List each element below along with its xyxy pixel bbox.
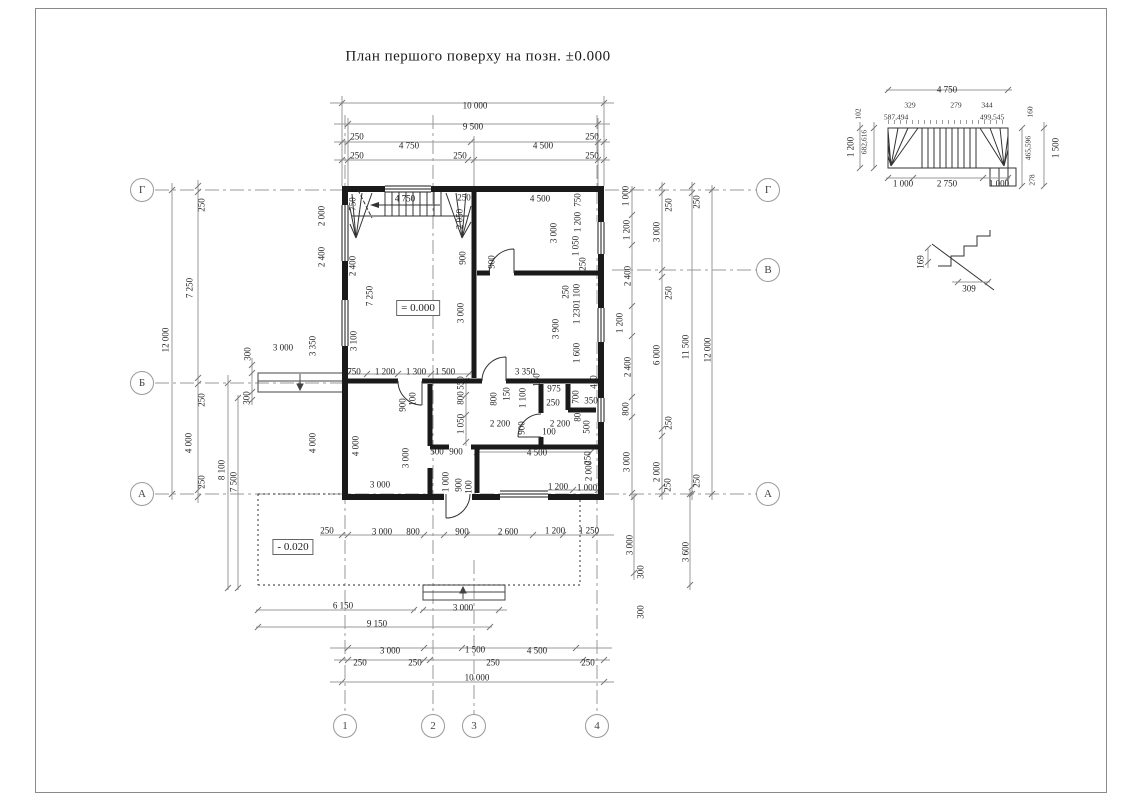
dim-label: 250 [691, 474, 702, 488]
dim-label: 160 [1025, 106, 1035, 118]
dim-label: 1 500 [464, 644, 486, 655]
bottom-porch [423, 585, 505, 600]
dim-label: 1 100 [571, 283, 582, 305]
dim-label: 2 000 [316, 205, 327, 227]
dim-label: 800 [455, 391, 466, 405]
dim-label: 12 000 [702, 337, 713, 363]
dim-label: 150 [501, 387, 512, 401]
dim-label: 2 400 [316, 246, 327, 268]
grid-bubble: А [756, 482, 780, 506]
dim-label: 3 350 [514, 366, 536, 377]
level-mark-terrace: - 0.020 [272, 539, 313, 555]
interior-walls [348, 192, 598, 497]
dim-label: 250 [560, 285, 571, 299]
dim-label: 1 600 [571, 342, 582, 364]
dim-label: 250 [196, 475, 207, 489]
grid-bubble: 4 [585, 714, 609, 738]
dim-label: 800 [620, 402, 631, 416]
dim-label: 7 500 [228, 471, 239, 493]
dim-label: 278 [1027, 174, 1037, 186]
step-profile-detail [925, 230, 994, 290]
dim-label: 329 [904, 100, 916, 110]
dim-label: 1 500 [1050, 137, 1061, 159]
dim-label: 300 [241, 391, 252, 405]
dim-label: 500 [430, 446, 444, 457]
grid-bubble: 1 [333, 714, 357, 738]
dim-label: 1 200 [614, 312, 625, 334]
dim-label: 11 500 [680, 334, 691, 360]
dim-label: 900 [457, 251, 468, 265]
stair-run [347, 190, 471, 238]
dim-label: 250 [585, 150, 599, 161]
dim-label: 150 [531, 373, 542, 387]
dim-label: 6 000 [651, 344, 662, 366]
dim-label: 1 050 [570, 235, 581, 257]
dim-label: 250 [546, 397, 560, 408]
grid-bubble: Б [130, 371, 154, 395]
dim-label: 3 000 [621, 451, 632, 473]
dim-label: 900 [486, 255, 497, 269]
level-mark-main: = 0.000 [396, 300, 440, 316]
dim-label: 3 000 [651, 221, 662, 243]
dim-label: 102 [853, 108, 863, 120]
dim-label: 900 [449, 446, 463, 457]
dim-label: 250 [350, 150, 364, 161]
dim-label: 350 [584, 395, 598, 406]
dim-label: 3 000 [379, 645, 401, 656]
dim-label: 750 [572, 193, 583, 207]
grid-bubble: 3 [462, 714, 486, 738]
dim-label: 500 [581, 420, 592, 434]
dim-label: 3 000 [272, 342, 294, 353]
dim-label: 2 200 [489, 418, 511, 429]
dim-label: 3 600 [680, 541, 691, 563]
dim-label: 1 000 [988, 178, 1010, 189]
dim-label: 2 400 [347, 255, 358, 277]
dim-label: 410 [588, 375, 599, 389]
dim-label: 499,545 [979, 112, 1005, 122]
dim-label: 465,596 [1023, 135, 1033, 161]
dim-label: 1 050 [455, 413, 466, 435]
dimension-lines [172, 96, 712, 682]
dim-label: 4 750 [394, 193, 416, 204]
dim-label: 800 [488, 392, 499, 406]
dim-label: 300 [242, 347, 253, 361]
dim-label: 250 [453, 150, 467, 161]
grid-bubble: Г [130, 178, 154, 202]
dim-label: 100 [463, 480, 474, 494]
dim-label: 7 250 [364, 285, 375, 307]
dim-label: 750 [347, 197, 358, 211]
dim-label: 3 100 [348, 330, 359, 352]
stair-detail [857, 84, 1047, 189]
dim-label: 4 000 [350, 435, 361, 457]
dim-label: 975 [547, 383, 561, 394]
dim-label: 6 150 [332, 600, 354, 611]
dim-label: 3 000 [452, 602, 474, 613]
dim-label: 250 [408, 657, 422, 668]
dim-label: 1 000 [576, 482, 598, 493]
dim-label: 1 200 [572, 211, 583, 233]
dim-label: 3 000 [369, 479, 391, 490]
dim-label: 2 000 [583, 460, 594, 482]
grid-bubble: 2 [421, 714, 445, 738]
dim-label: 4 750 [936, 84, 958, 95]
dim-label: 8 100 [216, 459, 227, 481]
grid-bubble: А [130, 482, 154, 506]
dim-label: 4 000 [183, 432, 194, 454]
dim-label: 1 000 [440, 471, 451, 493]
dim-label: 2 050 [454, 208, 465, 230]
dim-label: 9 500 [462, 121, 484, 132]
dim-label: 100 [407, 392, 418, 406]
dim-label: 1 200 [544, 525, 566, 536]
dim-label: 279 [950, 100, 962, 110]
dim-label: 1 000 [892, 178, 914, 189]
dim-label: 2 200 [549, 418, 571, 429]
dim-label: 1 200 [621, 219, 632, 241]
dim-label: 250 [582, 451, 593, 465]
dim-label: 1 300 [405, 366, 427, 377]
dim-label: 169 [915, 255, 926, 269]
dim-label: 4 500 [526, 447, 548, 458]
dim-label: 250 [457, 192, 471, 203]
dim-label: 250 [663, 416, 674, 430]
dim-label: 4 000 [307, 432, 318, 454]
dim-label: 250 [691, 195, 702, 209]
dim-label: 4 750 [398, 140, 420, 151]
dim-label: 250 [663, 286, 674, 300]
dim-label: 700 [570, 390, 581, 404]
dim-label: 550 [455, 376, 466, 390]
dim-label: 250 [350, 131, 364, 142]
dim-label: 1 230 [571, 303, 582, 325]
dim-label: 100 [542, 426, 556, 437]
dim-label: 1 100 [517, 387, 528, 409]
dim-label: 10 000 [462, 100, 488, 111]
dim-label: 900 [453, 478, 464, 492]
dim-label: 250 [577, 257, 588, 271]
dim-label: 800 [572, 408, 583, 422]
dim-label: 1 200 [374, 366, 396, 377]
grid-bubble: Г [756, 178, 780, 202]
dim-label: 750 [347, 366, 361, 377]
dim-label: 12 000 [160, 327, 171, 353]
dim-label: 250 [353, 657, 367, 668]
dim-label: 900 [455, 526, 469, 537]
dim-label: 344 [981, 100, 993, 110]
dim-label: 9 150 [366, 618, 388, 629]
dim-label: 2 000 [651, 461, 662, 483]
dim-label: 1 200 [547, 481, 569, 492]
dim-label: 1 500 [434, 366, 456, 377]
dim-label: 3 000 [548, 222, 559, 244]
dim-label: 309 [962, 283, 976, 294]
dim-label: 250 [196, 198, 207, 212]
dim-label: 2 600 [497, 526, 519, 537]
dim-label: 250 [581, 657, 595, 668]
dim-label: 900 [516, 421, 527, 435]
dim-label: 250 [320, 525, 334, 536]
dim-label: 3 350 [307, 335, 318, 357]
dim-label: 250 [663, 198, 674, 212]
dim-label: 3 000 [455, 302, 466, 324]
dim-label: 4 500 [526, 645, 548, 656]
dim-label: 4 500 [532, 140, 554, 151]
dim-label: 682,616 [859, 129, 869, 155]
dim-label: 4 500 [529, 193, 551, 204]
dim-label: 250 [196, 393, 207, 407]
dim-label: 300 [635, 565, 646, 579]
dim-label: 3 000 [400, 447, 411, 469]
dim-label: 7 250 [184, 277, 195, 299]
grid-bubble: В [756, 258, 780, 282]
dim-label: 1 000 [620, 185, 631, 207]
dim-label: 3 900 [550, 318, 561, 340]
dim-label: 3 000 [371, 526, 393, 537]
dim-label: 3 000 [624, 534, 635, 556]
dim-label: 587,494 [883, 112, 909, 122]
dim-label: 900 [397, 398, 408, 412]
dim-label: 250 [585, 131, 599, 142]
dim-label: 300 [635, 605, 646, 619]
dim-label: 2 400 [622, 356, 633, 378]
dim-label: 1 200 [845, 136, 856, 158]
dim-label: 2 400 [622, 265, 633, 287]
dim-label: 250 [662, 478, 673, 492]
dim-label: 1 250 [578, 525, 600, 536]
dim-label: 2 750 [936, 178, 958, 189]
dim-label: 800 [406, 526, 420, 537]
dim-label: 250 [486, 657, 500, 668]
dim-label: 10 000 [464, 672, 490, 683]
drawing-title: План першого поверху на позн. ±0.000 [345, 48, 611, 65]
